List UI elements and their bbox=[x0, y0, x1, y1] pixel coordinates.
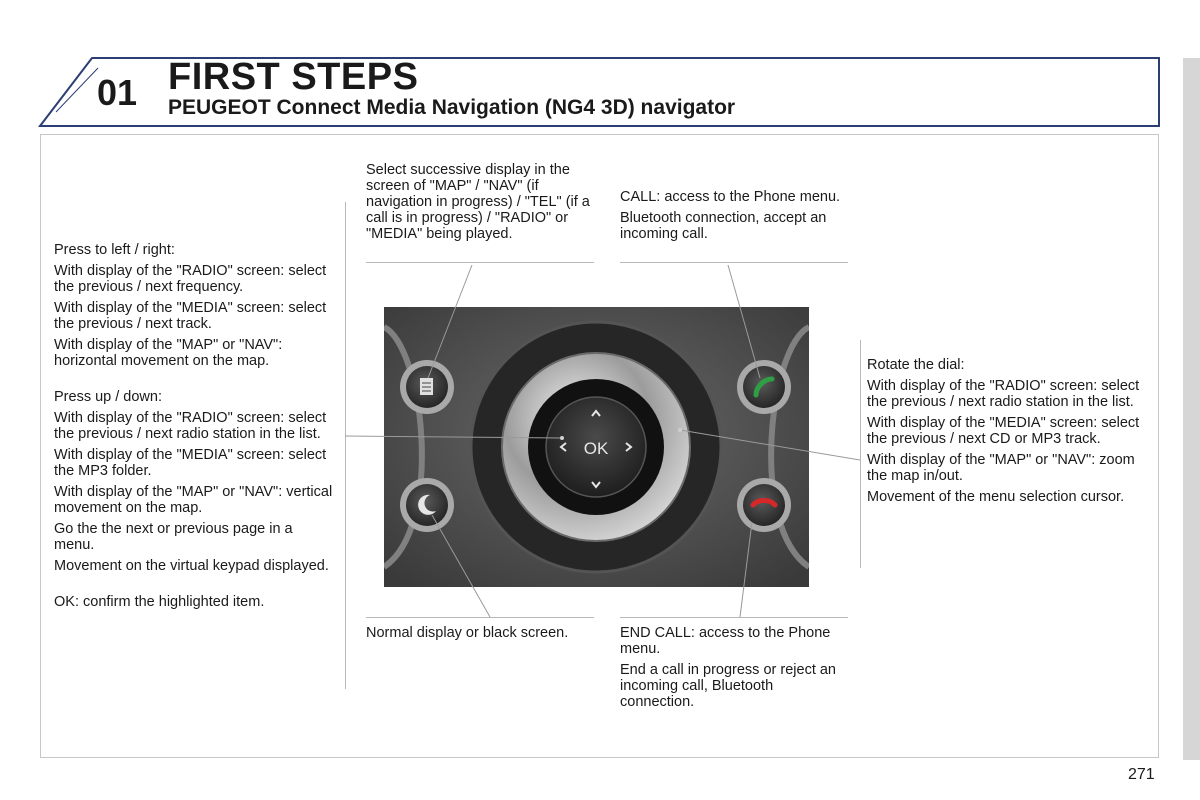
left-column-text bbox=[54, 242, 336, 615]
side-tab-bar bbox=[1183, 58, 1200, 760]
ud-heading: Press up / down: bbox=[54, 389, 162, 405]
endcall-button-callout bbox=[620, 625, 848, 715]
page-subtitle: PEUGEOT Connect Media Navigation (NG4 3D) navigator bbox=[168, 96, 736, 119]
endcall-text: END CALL: access to the Phone menu. bbox=[620, 625, 831, 657]
ok-label: OK bbox=[583, 439, 609, 458]
page-number: 271 bbox=[1128, 766, 1155, 783]
night-button-callout bbox=[366, 625, 606, 646]
rotate-dial-callout bbox=[867, 357, 1149, 510]
call-button-callout bbox=[620, 189, 848, 247]
rotate-map-text: With display of the "MAP" or "NAV": zoom the map in/out. bbox=[867, 452, 1135, 484]
lr-heading: Press to left / right: bbox=[54, 242, 175, 258]
rotate-media-text: With display of the "MEDIA" screen: select the previous / next CD or MP3 track. bbox=[867, 415, 1140, 447]
lr-map-text: With display of the "MAP" or "NAV": horizontal movement on the map. bbox=[54, 337, 283, 369]
end-call-button[interactable] bbox=[737, 478, 791, 532]
ud-page-text: Go the the next or previous page in a menu. bbox=[54, 521, 293, 553]
rotate-heading: Rotate the dial: bbox=[867, 357, 965, 373]
endcall-callout-rule bbox=[620, 617, 848, 618]
ok-text: OK: confirm the highlighted item. bbox=[54, 594, 265, 610]
display-mode-button[interactable] bbox=[400, 360, 454, 414]
display-callout-rule bbox=[366, 262, 594, 263]
display-button-callout bbox=[366, 162, 606, 247]
ud-keypad-text: Movement on the virtual keypad displayed. bbox=[54, 558, 329, 574]
endcall-detail-text: End a call in progress or reject an incoming call, Bluetooth connection. bbox=[620, 662, 836, 710]
night-text: Normal display or black screen. bbox=[366, 625, 569, 641]
night-mode-button[interactable] bbox=[400, 478, 454, 532]
chapter-number: 01 bbox=[97, 72, 138, 113]
control-panel-photo bbox=[384, 307, 809, 587]
call-text: CALL: access to the Phone menu. bbox=[620, 189, 841, 205]
call-callout-rule bbox=[620, 262, 848, 263]
call-button[interactable] bbox=[737, 360, 791, 414]
ud-media-text: With display of the "MEDIA" screen: select the MP3 folder. bbox=[54, 447, 327, 479]
ud-radio-text: With display of the "RADIO" screen: select the previous / next radio station in the list. bbox=[54, 410, 327, 442]
page-title: FIRST STEPS bbox=[168, 56, 419, 98]
rotate-radio-text: With display of the "RADIO" screen: select the previous / next radio station in the list. bbox=[867, 378, 1140, 410]
lr-media-text: With display of the "MEDIA" screen: select the previous / next track. bbox=[54, 300, 327, 332]
lr-radio-text: With display of the "RADIO" screen: select the previous / next frequency. bbox=[54, 263, 327, 295]
bluetooth-text: Bluetooth connection, accept an incoming call. bbox=[620, 210, 827, 242]
ud-map-text: With display of the "MAP" or "NAV": vertical movement on the map. bbox=[54, 484, 333, 516]
display-button-text: Select successive display in the screen of "MAP" / "NAV" (if navigation in progress) / "TEL" (if a call is in progress) / "RADIO" or "MEDIA" being played. bbox=[366, 162, 590, 242]
right-column-rule bbox=[860, 340, 861, 568]
rotate-cursor-text: Movement of the menu selection cursor. bbox=[867, 489, 1125, 505]
left-column-rule bbox=[345, 202, 346, 689]
night-callout-rule bbox=[366, 617, 594, 618]
